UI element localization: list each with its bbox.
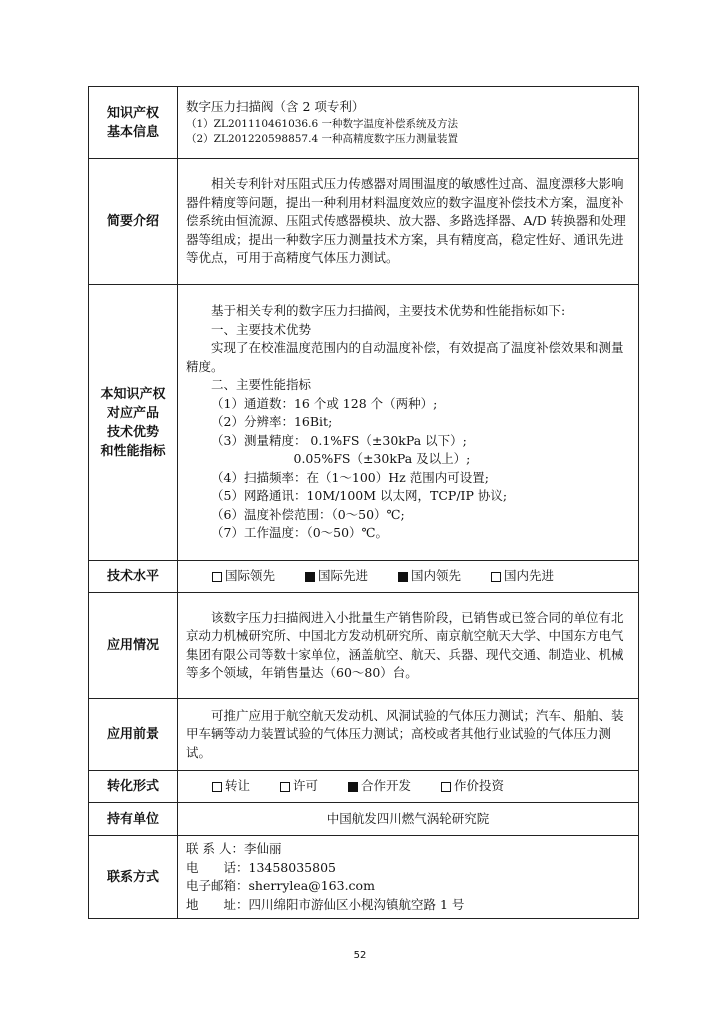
adv-sec1: 一、主要技术优势 (211, 321, 312, 337)
adv-sec1-text: 实现了在校准温度范围内的自动温度补偿，有效提高了温度补偿效果和测量精度。 (186, 340, 624, 374)
transfer-option[interactable] (348, 777, 411, 796)
level-option[interactable] (398, 567, 461, 586)
label-line: 持有单位 (106, 811, 159, 827)
adv-item-2: （2）分辨率：16Bit; (211, 414, 333, 430)
adv-item-4: （4）扫描频率：在（1～100）Hz 范围内可设置; (211, 469, 489, 485)
adv-item-3b: 0.05%FS（±30kPa 及以上）; (293, 451, 471, 467)
contact-address: 地 址：四川绵阳市游仙区小枧沟镇航空路 1 号 (186, 896, 465, 912)
prospect-text: 可推广应用于航空航天发动机、风洞试验的气体压力测试；汽车、船舶、装甲车辆等动力装置试验的气体压力测试；高校或者其他行业试验的气体压力测试。 (186, 707, 624, 760)
adv-item-5: （5）网路通讯：10M/100M 以太网，TCP/IP 协议; (211, 488, 508, 504)
checkbox-icon (212, 782, 222, 792)
checkbox-icon (441, 782, 451, 792)
label-line: 技术优势 (106, 424, 159, 440)
transfer-option[interactable] (212, 777, 250, 796)
row-application (89, 593, 639, 699)
row-level (89, 561, 639, 593)
transfer-options (186, 777, 630, 796)
level-options (186, 567, 630, 586)
option-label: 作价投资 (454, 778, 505, 794)
label-line: 技术水平 (106, 569, 159, 584)
row-prospect (89, 699, 639, 771)
ip-title: 数字压力扫描阀（含 2 项专利） (186, 99, 365, 115)
label-line: 简要介绍 (106, 214, 159, 229)
row-contact (89, 836, 639, 919)
option-label: 国内先进 (504, 568, 555, 584)
checkbox-icon (280, 782, 290, 792)
row-transfer (89, 771, 639, 803)
summary-text: 相关专利针对压阻式压力传感器对周围温度的敏感性过高、温度漂移大影响器件精度等问题，提出一种利用材料温度效应的数字温度补偿技术方案，温度补偿系统由恒流源、压阻式传感器模块、放大器、多路选择器、A/D 转换器和处理器等组成；提出一种数字压力测量技术方案，具有精度高，稳定性好、通讯先进等优点，可用于高精度气体压力测试。 (186, 176, 626, 266)
adv-item-1: （1）通道数：16 个或 128 个（两种）; (211, 395, 438, 411)
level-option[interactable] (305, 567, 368, 586)
label-line: 知识产权 (106, 105, 159, 121)
tech-info-table (88, 86, 639, 919)
value-holder (178, 803, 639, 836)
value-prospect (178, 699, 639, 771)
value-transfer (178, 771, 639, 803)
level-option[interactable] (212, 567, 275, 586)
label-prospect (89, 699, 178, 771)
label-application (89, 593, 178, 699)
row-advantages (89, 285, 639, 561)
value-contact (178, 836, 639, 919)
label-line: 对应产品 (106, 405, 159, 421)
value-level (178, 561, 639, 593)
value-ip (178, 87, 639, 159)
holder-text: 中国航发四川燃气涡轮研究院 (326, 810, 490, 826)
application-text: 该数字压力扫描阀进入小批量生产销售阶段，已销售或已签合同的单位有北京动力机械研究所、中国北方发动机研究所、南京航空航天大学、中国东方电气集团有限公司等数十家单位，涵盖航空、航天、兵器、现代交通、制造业、机械等多个领域，年销售量达（60～80）台。 (186, 609, 624, 680)
patent-1: （1）ZL201110461036.6 一种数字温度补偿系统及方法 (186, 117, 458, 130)
label-advantages (89, 285, 178, 561)
option-label: 合作开发 (361, 778, 412, 794)
page-number: 52 (353, 950, 367, 961)
option-label: 国际领先 (225, 568, 276, 584)
label-level (89, 561, 178, 593)
label-line: 应用情况 (106, 638, 159, 653)
checkbox-checked-icon (398, 572, 408, 582)
value-summary (178, 159, 639, 285)
value-advantages (178, 285, 639, 561)
label-contact (89, 836, 178, 919)
transfer-option[interactable] (280, 777, 318, 796)
adv-item-3: （3）测量精度： 0.1%FS（±30kPa 以下）; (211, 432, 467, 448)
value-application (178, 593, 639, 699)
row-summary (89, 159, 639, 285)
contact-phone: 电 话：13458035805 (186, 859, 336, 875)
label-line: 和性能指标 (100, 443, 166, 459)
option-label: 许可 (293, 778, 319, 794)
option-label: 国内领先 (411, 568, 462, 584)
label-summary (89, 159, 178, 285)
checkbox-checked-icon (348, 782, 358, 792)
label-line: 应用前景 (106, 727, 159, 742)
level-option[interactable] (491, 567, 554, 586)
adv-item-7: （7）工作温度：（0～50）℃。 (211, 525, 389, 541)
adv-item-6: （6）温度补偿范围：（0～50）℃; (211, 506, 405, 522)
label-line: 本知识产权 (100, 386, 166, 402)
label-line: 基本信息 (106, 124, 159, 140)
checkbox-checked-icon (305, 572, 315, 582)
option-label: 转让 (225, 778, 251, 794)
contact-email: 电子邮箱：sherrylea@163.com (186, 878, 375, 893)
transfer-option[interactable] (441, 777, 504, 796)
option-label: 国际先进 (318, 568, 369, 584)
checkbox-icon (212, 572, 222, 582)
patent-2: （2）ZL201220598857.4 一种高精度数字压力测量装置 (186, 132, 458, 145)
label-line: 联系方式 (106, 869, 159, 885)
checkbox-icon (491, 572, 501, 582)
label-transfer (89, 771, 178, 803)
adv-sec2: 二、主要性能指标 (211, 377, 312, 393)
label-holder (89, 803, 178, 836)
contact-person: 联 系 人：李仙丽 (186, 841, 282, 856)
row-ip (89, 87, 639, 159)
adv-intro: 基于相关专利的数字压力扫描阀，主要技术优势和性能指标如下: (211, 303, 566, 319)
label-ip (89, 87, 178, 159)
label-line: 转化形式 (106, 779, 159, 794)
row-holder (89, 803, 639, 836)
